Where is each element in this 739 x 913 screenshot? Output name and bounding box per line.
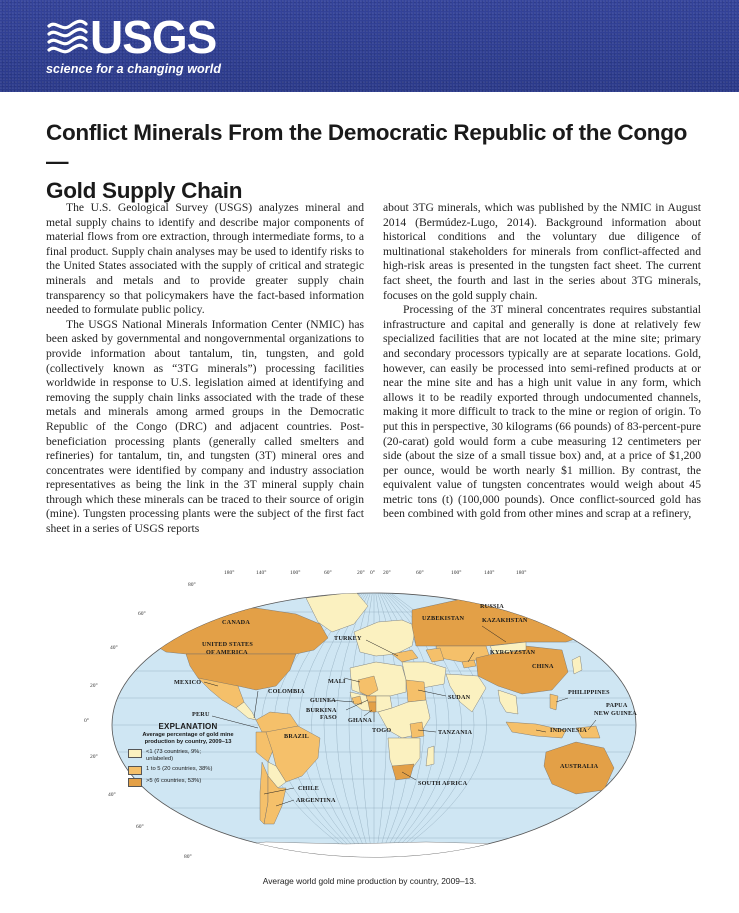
legend-item-high	[128, 778, 248, 787]
page-title	[46, 118, 706, 205]
body-paragraph: about 3TG minerals, which was published by the NMIC in August 2014 (Bermúdez-Lugo, 2014). Background information about historical conditions and the voluntary due diligence of multinational stakeholders for minerals from conflict-affected and high-risk areas is presented in the tungsten fact sheet. The current fact sheet, the fourth and last in the series about 3TG minerals, focuses on the gold supply chain.	[383, 201, 701, 302]
label-chile: CHILE	[298, 785, 319, 792]
longitude-ticks	[224, 569, 526, 576]
lon-tick: 140°	[484, 570, 495, 576]
lat-tick: 40°	[108, 792, 116, 798]
lon-tick: 0°	[370, 570, 375, 576]
body-paragraph: The USGS National Minerals Information Center (NMIC) has been asked by governmental and nongovernmental organizations to provide information about tantalum, tin, tungsten, and gold (collectively known as “3TG minerals”) processing facilities worldwide in response to U.S. legislation aimed at identifying and removing the supply chain links associated with the trade of these metals and minerals among armed groups in the Democratic Republic of the Congo (DRC) and adjacent countries. Post-beneficiation processing plants (generally called smelters and refineries) for tantalum, tin, and tungsten (3T) mineral ores and concentrates were identified by company and industry association representatives as being the link in the 3T mineral supply chain through which these minerals can be traced to their source of origin (mine). Tungsten processing plants were the subject of the first fact sheet in a series of USGS reports	[46, 317, 364, 536]
label-mali: MALI	[328, 678, 346, 685]
legend-swatch-mid	[128, 766, 142, 775]
label-usa-line2: OF AMERICA	[206, 649, 248, 656]
label-guinea: GUINEA	[310, 697, 336, 704]
label-mexico: MEXICO	[174, 679, 202, 686]
legend-item-low-line-1: <1 (73 countries, 9%;	[146, 749, 201, 755]
legend-item-low	[128, 749, 248, 763]
label-png-line1: PAPUA	[606, 702, 628, 709]
lat-tick: 80°	[188, 582, 196, 588]
lat-tick: 0°	[84, 718, 89, 724]
map-legend	[128, 722, 248, 787]
label-indonesia: INDONESIA	[550, 727, 587, 734]
body-column-left	[46, 201, 364, 537]
world-gold-production-map	[84, 562, 651, 870]
lon-tick: 180°	[224, 570, 235, 576]
usgs-wave-logo-icon	[46, 18, 88, 56]
lat-tick: 20°	[90, 683, 98, 689]
label-burkina-line2: FASO	[320, 714, 337, 721]
label-burkina-line1: BURKINA	[306, 707, 337, 714]
lat-tick: 60°	[136, 824, 144, 830]
lon-tick: 60°	[416, 570, 424, 576]
label-togo: TOGO	[372, 727, 392, 734]
body-paragraph: Processing of the 3T mineral concentrates requires substantial infrastructure and capital and generally is done at relatively few specialized facilities that are not located at the mine site; primary and secondary processors typically are at separate locations. Gold, however, can easily be processed into semi-refined products at or near the mine site and has a high unit value in any form, which allows it to be readily exported through undocumented channels, making it more difficult to track to the mine or region of origin. To put this in perspective, 30 kilograms (66 pounds) of 83-percent-pure (20-carat) gold would form a cube measuring 12 centimeters per side (about the size of a small tissue box) and, at a price of $1,200 per ounce, would be worth nearly $1 million. By contrast, the equivalent value of tungsten concentrates would weigh about 45 metric tons (t) (100,000 pounds). Once conflict-sourced gold has been combined with gold from other mines and scrap at a refinery,	[383, 303, 701, 521]
country-tanzania	[410, 722, 424, 738]
lat-tick: 20°	[90, 754, 98, 760]
map-caption: Average world gold mine production by country, 2009–13.	[262, 876, 477, 886]
lon-tick: 60°	[324, 570, 332, 576]
usgs-tagline: science for a changing world	[46, 62, 222, 76]
lat-tick: 60°	[138, 611, 146, 617]
country-burkina-faso	[366, 696, 376, 702]
legend-subtitle-line-2: production by country, 2009–13	[144, 739, 232, 745]
legend-swatch-low	[128, 749, 142, 758]
lat-tick: 80°	[184, 854, 192, 860]
lon-tick: 100°	[290, 570, 301, 576]
body-column-right	[383, 201, 701, 522]
legend-item-low-line-2: unlabeled)	[146, 756, 174, 762]
label-sudan: SUDAN	[448, 694, 471, 701]
label-philippines: PHILIPPINES	[568, 689, 610, 696]
world-map-svg	[84, 562, 651, 870]
region-antarctica	[166, 842, 606, 868]
label-argentina: ARGENTINA	[296, 797, 336, 804]
lon-tick: 140°	[256, 570, 267, 576]
label-canada: CANADA	[222, 619, 251, 626]
legend-item-high-text: >5 (6 countries, 53%)	[146, 778, 202, 784]
country-new-zealand	[622, 794, 632, 810]
usgs-logo[interactable]	[46, 11, 222, 76]
legend-item-mid	[128, 766, 248, 775]
label-colombia: COLOMBIA	[268, 688, 305, 695]
lat-tick: 40°	[110, 645, 118, 651]
label-brazil: BRAZIL	[284, 733, 309, 740]
label-png-line2: NEW GUINEA	[594, 710, 637, 717]
label-kyrgyzstan: KYRGYZSTAN	[490, 649, 536, 656]
label-australia: AUSTRALIA	[560, 763, 599, 770]
label-kazakhstan: KAZAKHSTAN	[482, 617, 528, 624]
usgs-logo-text: USGS	[90, 11, 217, 63]
lon-tick: 20°	[357, 570, 365, 576]
lon-tick: 100°	[451, 570, 462, 576]
legend-swatch-high	[128, 778, 142, 787]
label-south-africa: SOUTH AFRICA	[418, 780, 468, 787]
label-uzbekistan: UZBEKISTAN	[422, 615, 465, 622]
page-title-line-1: Conflict Minerals From the Democratic Republic of the Congo—	[46, 120, 688, 174]
label-ghana: GHANA	[348, 717, 373, 724]
label-tanzania: TANZANIA	[438, 729, 473, 736]
label-turkey: TURKEY	[334, 635, 362, 642]
label-peru: PERU	[192, 711, 210, 718]
body-paragraph: The U.S. Geological Survey (USGS) analyzes mineral and metal supply chains to identify and describe major components of material flows from ore extraction, through intermediate forms, to a final product. Supply chain analyses may be used to identify risks to the United States associated with the supply of critical and strategic minerals and metals and to provide greater supply chain transparency so that policymakers have the fact-based information needed to formulate public policy.	[46, 201, 364, 317]
lon-tick: 180°	[516, 570, 527, 576]
legend-item-mid-text: 1 to 5 (20 countries, 38%)	[146, 766, 213, 772]
label-russia: RUSSIA	[480, 603, 504, 610]
legend-title: EXPLANATION	[158, 722, 218, 731]
page-title-line-2: Gold Supply Chain	[46, 178, 243, 203]
label-china: CHINA	[532, 663, 554, 670]
region-north-africa	[350, 662, 406, 696]
usgs-header-banner	[0, 0, 739, 92]
legend-subtitle	[128, 732, 248, 746]
label-usa-line1: UNITED STATES	[202, 641, 254, 648]
lon-tick: 20°	[383, 570, 391, 576]
legend-subtitle-line-1: Average percentage of gold mine	[142, 732, 234, 738]
